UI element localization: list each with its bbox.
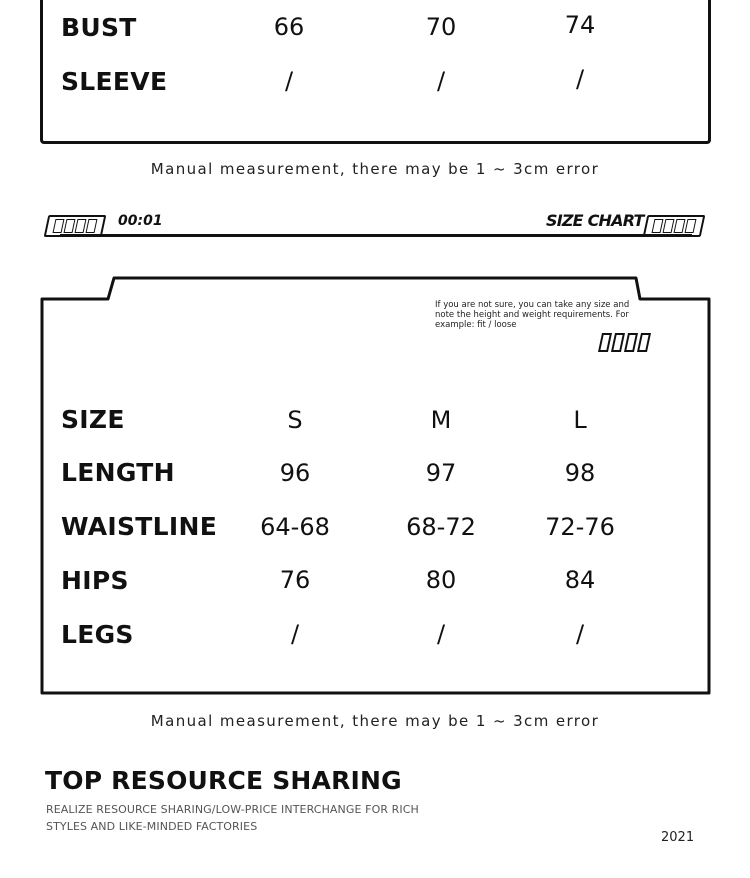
footer-subtitle: REALIZE RESOURCE SHARING/LOW-PRICE INTERCHANGE FOR RICH STYLES AND LIKE-MINDED FACTORIES — [46, 803, 419, 833]
waistline-l-value: 72-76 — [545, 513, 615, 541]
footer-title: TOP RESOURCE SHARING — [45, 766, 402, 795]
footer-year: 2021 — [661, 830, 695, 845]
hips-l-value: 84 — [564, 566, 596, 594]
size-chart-title: SIZE CHART — [546, 211, 644, 230]
right-bar-tag-icon — [643, 215, 706, 237]
size-label: SIZE — [61, 405, 125, 434]
bust-s-value: 66 — [273, 13, 305, 41]
waistline-s-value: 64-68 — [260, 513, 330, 541]
sleeve-label: SLEEVE — [61, 67, 168, 96]
hips-s-value: 76 — [279, 566, 311, 594]
legs-s-value: / — [290, 620, 300, 648]
bust-label: BUST — [61, 13, 137, 42]
hips-label: HIPS — [61, 566, 129, 595]
length-s-value: 96 — [279, 459, 311, 487]
waistline-label: WAISTLINE — [61, 512, 218, 541]
length-l-value: 98 — [564, 459, 596, 487]
legs-m-value: / — [436, 620, 446, 648]
waistline-m-value: 68-72 — [406, 513, 476, 541]
size-l-header: L — [573, 406, 587, 434]
length-m-value: 97 — [425, 459, 457, 487]
sleeve-m-value: / — [436, 67, 446, 95]
size-s-header: S — [287, 406, 303, 434]
bust-l-value: 74 — [564, 11, 596, 39]
hint-tag-icon — [598, 333, 651, 352]
divider-line — [60, 234, 692, 237]
measurement-note-bottom: Manual measurement, there may be 1 ~ 3cm error — [150, 712, 600, 730]
sleeve-s-value: / — [284, 67, 294, 95]
measurement-note-top: Manual measurement, there may be 1 ~ 3cm error — [150, 160, 600, 178]
size-m-header: M — [430, 406, 452, 434]
divider-time: 00:01 — [118, 213, 163, 229]
sleeve-l-value: / — [575, 65, 585, 93]
length-label: LENGTH — [61, 458, 175, 487]
size-hint-text: If you are not sure, you can take any size and note the height and weight requirements. For example: fit / loose — [435, 300, 630, 330]
hips-m-value: 80 — [425, 566, 457, 594]
bust-m-value: 70 — [425, 13, 457, 41]
legs-l-value: / — [575, 620, 585, 648]
left-bar-tag-icon — [44, 215, 107, 237]
legs-label: LEGS — [61, 620, 134, 649]
